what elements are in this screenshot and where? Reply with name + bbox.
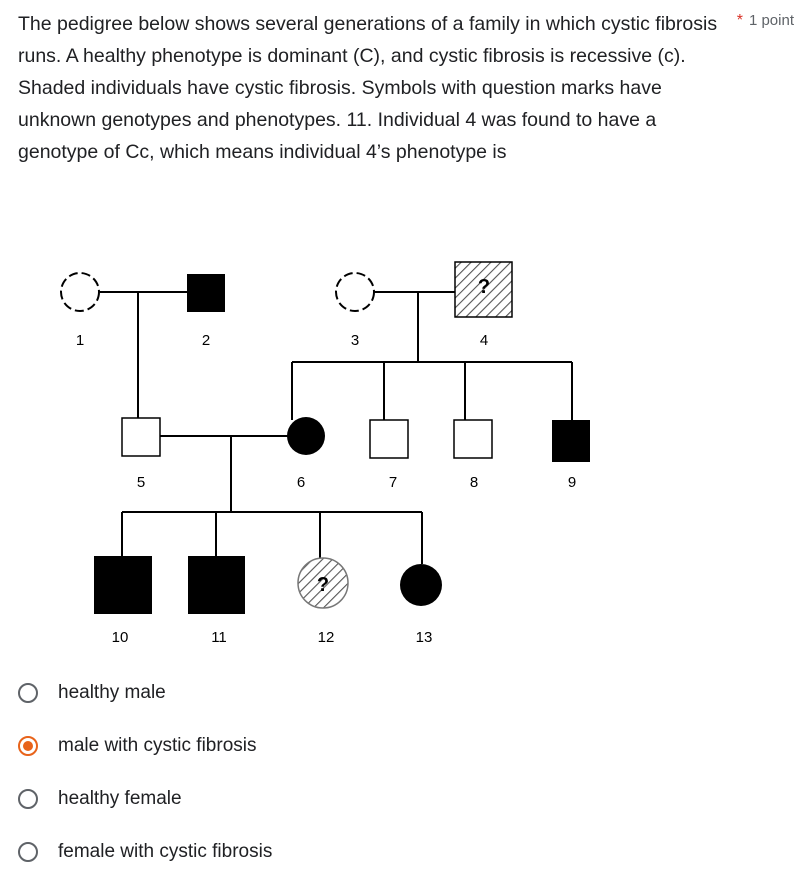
male-affected-symbol (187, 274, 225, 312)
individual-number: 11 (211, 629, 227, 646)
radio-button[interactable] (18, 842, 38, 862)
individual-8 (454, 420, 492, 491)
individual-3 (336, 273, 374, 349)
option-healthy-female[interactable] (18, 772, 272, 825)
individual-number: 12 (317, 629, 335, 646)
pedigree-chart (0, 250, 800, 660)
individual-number: 4 (479, 332, 489, 349)
individual-9 (552, 420, 590, 491)
male-unaffected-symbol (122, 418, 160, 456)
individual-number: 2 (201, 332, 211, 349)
individual-number: 3 (350, 332, 360, 349)
required-asterisk: * (736, 12, 743, 29)
individual-number: 5 (136, 474, 146, 491)
option-label: healthy female (58, 787, 182, 809)
individual-12 (298, 558, 348, 646)
individual-1 (61, 273, 99, 349)
individual-13 (400, 564, 442, 646)
individual-10 (94, 556, 152, 646)
male-affected-symbol (552, 420, 590, 462)
individual-number: 6 (296, 474, 306, 491)
female-unaffected-symbol (61, 273, 99, 311)
individual-11 (188, 556, 245, 646)
option-healthy-male[interactable] (18, 666, 272, 719)
male-unaffected-symbol (370, 420, 408, 458)
male-affected-symbol (188, 556, 245, 614)
option-label: female with cystic fibrosis (58, 840, 273, 862)
radio-button[interactable] (18, 683, 38, 703)
individual-number: 7 (388, 474, 398, 491)
pedigree-lines (100, 292, 572, 564)
radio-button[interactable] (18, 789, 38, 809)
individual-2 (187, 274, 225, 349)
unknown-mark: ? (316, 574, 330, 596)
points-indicator (737, 12, 794, 30)
answer-options (18, 666, 272, 878)
male-unaffected-symbol (454, 420, 492, 458)
female-affected-symbol (287, 417, 325, 455)
option-female-with-cystic-fibrosis[interactable] (18, 825, 272, 878)
individual-6 (287, 417, 325, 491)
question-text: The pedigree below shows several generations of a family in which cystic fibrosis runs. A healthy phenotype is dominant (C), and cystic fibrosis is recessive (c). Shaded individuals have cystic fibrosis. Symbols with question marks have unknown genotypes and phenotypes. 11. Individual 4 was found to have a genotype of Cc, which means individual 4’s phenotype is (18, 13, 718, 163)
individual-number: 13 (415, 629, 433, 646)
female-affected-symbol (400, 564, 442, 606)
unknown-mark: ? (477, 276, 491, 298)
female-unaffected-symbol (336, 273, 374, 311)
option-label: healthy male (58, 681, 166, 703)
individual-4 (455, 262, 512, 349)
points-label: 1 point (748, 12, 794, 29)
radio-button[interactable] (18, 736, 38, 756)
individual-number: 1 (75, 332, 85, 349)
individual-7 (370, 420, 408, 491)
individual-number: 8 (469, 474, 479, 491)
male-affected-symbol (94, 556, 152, 614)
individual-5 (122, 418, 160, 491)
individual-number: 9 (567, 474, 577, 491)
option-male-with-cystic-fibrosis[interactable] (18, 719, 272, 772)
option-label: male with cystic fibrosis (58, 734, 257, 756)
individual-number: 10 (111, 629, 129, 646)
